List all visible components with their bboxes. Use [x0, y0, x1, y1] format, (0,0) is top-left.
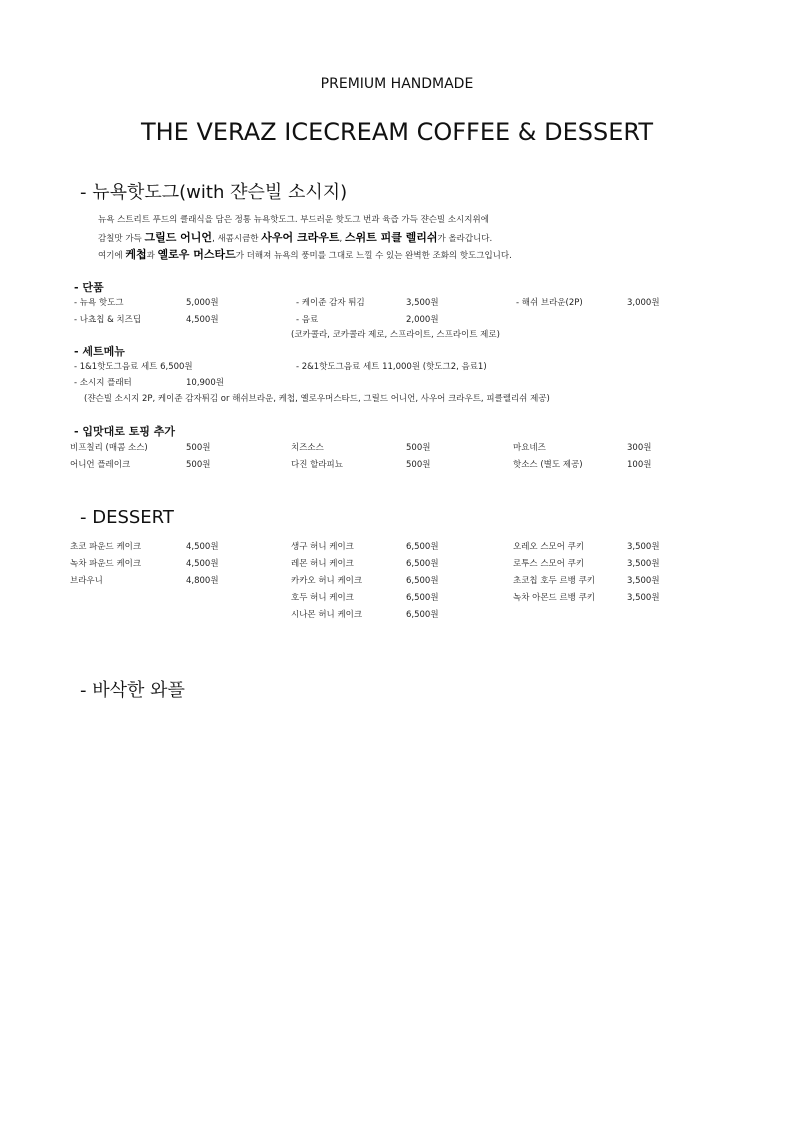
dessert-price: 6,500원 — [406, 610, 439, 620]
section-heading-hotdog: - 뉴욕핫도그(with 쟌슨빌 소시지) — [80, 182, 348, 203]
desc-text: 여기에 — [98, 251, 126, 261]
hotdog-description-line-1: 뉴욕 스트리트 푸드의 클래식을 담은 정통 뉴욕핫도그. 부드러운 핫도그 번과 육즙 가득 쟌슨빌 소시지위에 — [98, 215, 489, 225]
topping-name: 어니언 플레이크 — [70, 460, 131, 470]
topping-price: 500원 — [186, 460, 211, 470]
dessert-price: 6,500원 — [406, 559, 439, 569]
hotdog-description-line-3 — [98, 246, 512, 262]
set-item: - 1&1핫도그음료 세트 6,500원 — [74, 362, 193, 372]
desc-text: 감칠맛 가득 — [98, 234, 145, 244]
dessert-name: 카카오 허니 케이크 — [291, 576, 363, 586]
desc-highlight: 사우어 크라우트 — [261, 231, 340, 244]
dessert-name: 생구 허니 케이크 — [291, 542, 354, 552]
menu-item-price: 4,500원 — [186, 315, 219, 325]
desc-text: 가 더해져 뉴욕의 풍미를 그대로 느낄 수 있는 완벽한 조화의 핫도그입니다. — [235, 251, 512, 261]
menu-item-name: - 나쵸칩 & 치즈딥 — [74, 315, 142, 325]
section-heading-waffle: - 바삭한 와플 — [80, 680, 185, 701]
dessert-name: 브라우니 — [70, 576, 103, 586]
menu-item-price: 5,000원 — [186, 298, 219, 308]
page-title: THE VERAZ ICECREAM COFFEE & DESSERT — [140, 118, 654, 146]
dessert-price: 4,500원 — [186, 542, 219, 552]
topping-price: 500원 — [186, 443, 211, 453]
dessert-name: 호두 허니 케이크 — [291, 593, 354, 603]
dessert-name: 녹차 아몬드 르뱅 쿠키 — [513, 593, 596, 603]
set-item-name: - 소시지 플래터 — [74, 378, 132, 388]
topping-name: 다진 할라피뇨 — [291, 460, 343, 470]
topping-name: 비프칠리 (매콤 소스) — [70, 443, 148, 453]
dessert-price: 3,500원 — [627, 593, 660, 603]
desc-highlight: 케첩 — [125, 248, 147, 261]
topping-price: 500원 — [406, 460, 431, 470]
dessert-price: 3,500원 — [627, 559, 660, 569]
dessert-name: 오레오 스모어 쿠키 — [513, 542, 585, 552]
brand-tagline: PREMIUM HANDMADE — [320, 76, 474, 92]
dessert-name: 로투스 스모어 쿠키 — [513, 559, 585, 569]
topping-name: 핫소스 (별도 제공) — [513, 460, 583, 470]
hotdog-description-line-2 — [98, 229, 492, 245]
section-heading-dessert: - DESSERT — [80, 507, 174, 528]
menu-item-price: 3,500원 — [406, 298, 439, 308]
menu-item-name: - 해쉬 브라운(2P) — [516, 298, 583, 308]
dessert-name: 초코칩 호두 르뱅 쿠키 — [513, 576, 596, 586]
menu-item-name: - 뉴욕 핫도그 — [74, 298, 124, 308]
platter-note: (쟌슨빌 소시지 2P, 케이준 감자튀김 or 해쉬브라운, 케첩, 옐로우머스타드, 그릴드 어니언, 사우어 크라우트, 피클렐리쉬 제공) — [84, 394, 550, 404]
menu-item-name: - 케이준 감자 튀김 — [296, 298, 365, 308]
dessert-price: 6,500원 — [406, 593, 439, 603]
set-item: - 2&1핫도그음료 세트 11,000원 (핫도그2, 음료1) — [296, 362, 487, 372]
menu-item-price: 3,000원 — [627, 298, 660, 308]
topping-name: 마요네즈 — [513, 443, 546, 453]
desc-text: , — [339, 234, 345, 244]
desc-text: 과 — [146, 251, 158, 261]
menu-item-name: - 음료 — [296, 315, 319, 325]
subheading-set-menu: - 세트메뉴 — [74, 345, 125, 358]
desc-highlight: 그릴드 어니언 — [144, 231, 213, 244]
dessert-name: 시나몬 허니 케이크 — [291, 610, 363, 620]
topping-name: 치즈소스 — [291, 443, 324, 453]
desc-text: , 새콤시큼한 — [212, 234, 262, 244]
topping-price: 100원 — [627, 460, 652, 470]
subheading-single: - 단품 — [74, 281, 104, 294]
dessert-name: 초코 파운드 케이크 — [70, 542, 142, 552]
dessert-price: 6,500원 — [406, 542, 439, 552]
topping-price: 500원 — [406, 443, 431, 453]
dessert-price: 6,500원 — [406, 576, 439, 586]
set-item-price: 10,900원 — [186, 378, 224, 388]
desc-highlight: 옐로우 머스타드 — [157, 248, 236, 261]
subheading-toppings: - 입맛대로 토핑 추가 — [74, 425, 176, 438]
menu-item-price: 2,000원 — [406, 315, 439, 325]
dessert-price: 3,500원 — [627, 542, 660, 552]
dessert-name: 레몬 허니 케이크 — [291, 559, 354, 569]
dessert-price: 3,500원 — [627, 576, 660, 586]
dessert-price: 4,800원 — [186, 576, 219, 586]
dessert-name: 녹차 파운드 케이크 — [70, 559, 142, 569]
dessert-price: 4,500원 — [186, 559, 219, 569]
desc-highlight: 스위트 피클 렐리쉬 — [344, 231, 438, 244]
topping-price: 300원 — [627, 443, 652, 453]
desc-text: 가 올라갑니다. — [437, 234, 493, 244]
drink-options-note: (코카콜라, 코카콜라 제로, 스프라이트, 스프라이트 제로) — [291, 330, 500, 340]
